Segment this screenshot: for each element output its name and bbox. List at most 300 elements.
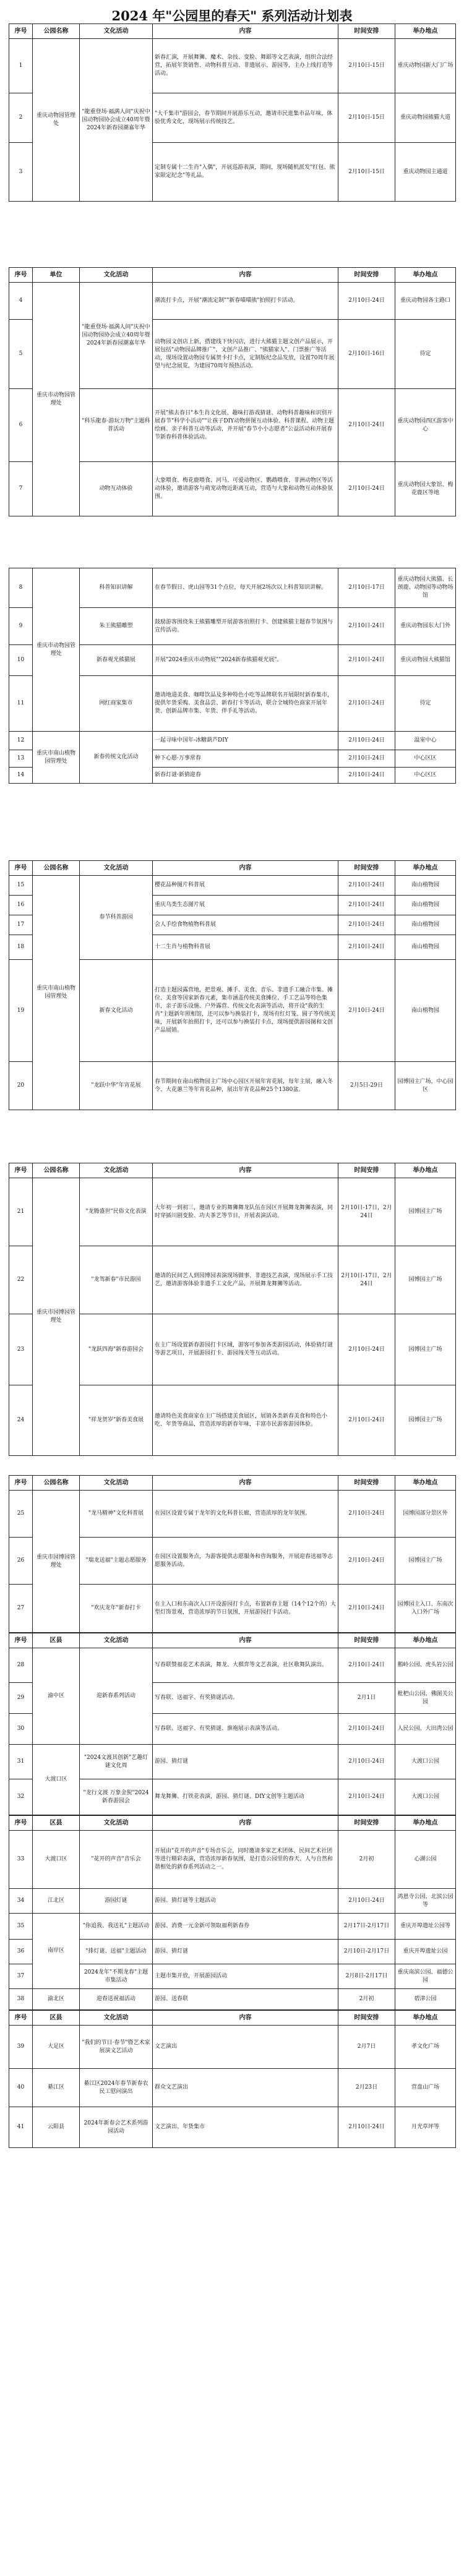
activity-content: 文艺演出 bbox=[153, 2026, 338, 2069]
park-name: 綦江区 bbox=[33, 2069, 80, 2107]
row-number: 3 bbox=[9, 143, 33, 202]
header-row bbox=[9, 1476, 456, 1491]
activity-name: "祥龙贺岁"新春美食展 bbox=[80, 1385, 153, 1456]
venue: 重庆开埠遗址公园等 bbox=[395, 1914, 456, 1940]
venue: 心湖公园 bbox=[395, 1831, 456, 1889]
activity-content: 春节期间在南山植物园主广场中心园区开展年宵花展，每年主展，融入冬令、大花蕙兰等年宵花品种，展出年宵花品种25个1380盆。 bbox=[153, 1062, 338, 1110]
venue: 南山植物园 bbox=[395, 935, 456, 960]
venue: 重庆南滨公园、福德公园 bbox=[395, 1964, 456, 1989]
activity-content: 在主广场设置新春游园打卡区域，游客可参加各类游园活动，体验猜灯谜等游艺项目，开展游园打卡、游园闯关等互动活动。 bbox=[153, 1314, 338, 1385]
activity-content: 群众文艺演出 bbox=[153, 2069, 338, 2107]
row-number: 8 bbox=[9, 568, 33, 608]
venue: 待定 bbox=[395, 676, 456, 732]
activity-name: "龍重登场·福满人间"庆祝中国动物园协会成立40周年暨2024年新春园潮嘉年华 bbox=[80, 39, 153, 202]
activity-content: 写春联赞福花艺术表演，舞龙、大棋弈等文艺表演，社区歌舞队演出。 bbox=[153, 1648, 338, 1683]
column-header: 文化活动 bbox=[80, 2011, 153, 2026]
activity-name: 新春传统文化活动 bbox=[80, 732, 153, 784]
row-number: 31 bbox=[9, 1745, 33, 1779]
venue: 园博园主入口、东南次入口外广场 bbox=[395, 1585, 456, 1633]
column-header: 序号 bbox=[9, 1633, 33, 1648]
activity-name: 2024龙年"不期龙春"主题市集活动 bbox=[80, 1964, 153, 1989]
venue: 南山植物园 bbox=[395, 915, 456, 935]
time-schedule: 2月10日-24日 bbox=[338, 462, 395, 516]
row-number: 6 bbox=[9, 389, 33, 462]
header-row bbox=[9, 1163, 456, 1178]
column-header: 公园名称 bbox=[33, 1163, 80, 1178]
time-schedule: 2月初 bbox=[338, 1831, 395, 1889]
column-header: 文化活动 bbox=[80, 24, 153, 39]
schedule-table bbox=[9, 2010, 455, 2148]
time-schedule: 2月10日-15日 bbox=[338, 93, 395, 143]
column-header: 单位 bbox=[33, 268, 80, 283]
row-number: 40 bbox=[9, 2069, 33, 2107]
activity-name: 科普知识讲解 bbox=[80, 568, 153, 608]
column-header: 时间安排 bbox=[338, 24, 395, 39]
time-schedule: 2月10日-24日 bbox=[338, 732, 395, 750]
column-header: 举办地点 bbox=[395, 1163, 456, 1178]
row-number: 2 bbox=[9, 93, 33, 143]
activity-content: 邀请地道美食、咖啡饮品及多种特色小吃等品牌联名开展限时新春集市，提供年货采购、美食品尝、新春打卡等活动，联合全城特色商家开展年货、创新品牌市集、年货、伴手礼等活动。 bbox=[153, 676, 338, 732]
time-schedule: 2月10日-24日 bbox=[338, 876, 395, 896]
row-number: 9 bbox=[9, 608, 33, 645]
activity-name: "排灯谜、送福"主题活动 bbox=[80, 1940, 153, 1964]
row-number: 39 bbox=[9, 2026, 33, 2069]
time-schedule: 2月10日-24日 bbox=[338, 750, 395, 768]
row-number: 36 bbox=[9, 1940, 33, 1964]
schedule-table bbox=[9, 860, 455, 1110]
time-schedule: 2月1日 bbox=[338, 1683, 395, 1714]
time-schedule: 2月10日-24日 bbox=[338, 1745, 395, 1779]
activity-name: "龙驾新春"市民游园 bbox=[80, 1246, 153, 1314]
activity-content: 新春灯谜·新猜迎春 bbox=[153, 768, 338, 784]
row-number: 15 bbox=[9, 876, 33, 896]
venue: 重庆动物园大熊猫馆 bbox=[395, 645, 456, 676]
column-header: 举办地点 bbox=[395, 861, 456, 876]
activity-content: 游园、送春联 bbox=[153, 1989, 338, 2010]
column-header: 区县 bbox=[33, 1633, 80, 1648]
table-row bbox=[9, 732, 456, 750]
row-number: 30 bbox=[9, 1714, 33, 1745]
activity-table bbox=[9, 568, 456, 784]
venue: 鸿恩寺公园、北滨公园等 bbox=[395, 1889, 456, 1914]
park-name: 大渡口区 bbox=[33, 1745, 80, 1815]
venue: 南山植物园 bbox=[395, 896, 456, 915]
table-row bbox=[9, 283, 456, 320]
activity-name: 动物互动体验 bbox=[80, 462, 153, 516]
activity-table bbox=[9, 1633, 456, 1815]
park-name: 大足区 bbox=[33, 2026, 80, 2069]
row-number: 24 bbox=[9, 1385, 33, 1456]
table-row bbox=[9, 1914, 456, 1940]
row-number: 11 bbox=[9, 676, 33, 732]
row-number: 38 bbox=[9, 1989, 33, 2010]
row-number: 20 bbox=[9, 1062, 33, 1110]
row-number: 25 bbox=[9, 1491, 33, 1538]
activity-content: 十二生肖与植物科普展 bbox=[153, 935, 338, 960]
activity-content: 在春节假日、虎山园等31个点位，每天开展2场次以上科普知识讲解。 bbox=[153, 568, 338, 608]
time-schedule: 2月10日-24日 bbox=[338, 2107, 395, 2148]
schedule-table bbox=[9, 1475, 455, 1633]
activity-content: 种下心愿·万事常春 bbox=[153, 750, 338, 768]
row-number: 28 bbox=[9, 1648, 33, 1683]
table-row bbox=[9, 2069, 456, 2107]
table-row bbox=[9, 1889, 456, 1914]
activity-content: 开展"熊去春日"本生肖文化展、趣味打游戏猜谜、动物科普趣味和识别开展春节"科学小活动""让孩子DIY动物拼图互动体验、科普课程、动物主题绘画、亲子科普互动等活动，并开展"春节小小志愿者"公益活动和开展春节新春科普体验活动。 bbox=[153, 389, 338, 462]
activity-name: "瑞龙送福"主题志愿服务 bbox=[80, 1538, 153, 1585]
table-row bbox=[9, 2107, 456, 2148]
page-title: 2024 年"公园里的春天" 系列活动计划表 bbox=[111, 8, 353, 24]
column-header: 时间安排 bbox=[338, 268, 395, 283]
activity-content: 定制专属十二生肖"入偶"，开展巡游表演，期间，现场随机派发"红包、熊家限定纪念"等礼品。 bbox=[153, 143, 338, 202]
time-schedule: 2月8日-2月17日 bbox=[338, 1964, 395, 1989]
activity-name: "龙行文渡 万象金猊"2024新春游园会 bbox=[80, 1779, 153, 1815]
column-header: 序号 bbox=[9, 1476, 33, 1491]
activity-table bbox=[9, 267, 456, 516]
activity-name: 春节科普游园 bbox=[80, 876, 153, 960]
activity-name: 迎新春系列活动 bbox=[80, 1648, 153, 1745]
venue: 园博园主广场 bbox=[395, 1538, 456, 1585]
header-row bbox=[9, 861, 456, 876]
park-name: 渝北区 bbox=[33, 1989, 80, 2010]
activity-name: 网红商家集市 bbox=[80, 676, 153, 732]
column-header: 内容 bbox=[153, 2011, 338, 2026]
column-header: 区县 bbox=[33, 2011, 80, 2026]
column-header: 举办地点 bbox=[395, 1633, 456, 1648]
column-header: 区县 bbox=[33, 1816, 80, 1831]
time-schedule: 2月10日-24日 bbox=[338, 768, 395, 784]
row-number: 37 bbox=[9, 1964, 33, 1989]
row-number: 17 bbox=[9, 915, 33, 935]
venue: 重庆动物园大熊猫、长颈鹿、动物园等动物场馆 bbox=[395, 568, 456, 608]
venue: 园博园部分景区外 bbox=[395, 1491, 456, 1538]
park-name: 重庆市动物园管理处 bbox=[33, 283, 80, 516]
table-row bbox=[9, 39, 456, 93]
activity-name: 綦江区2024年春节新春农民工慰问演出 bbox=[80, 2069, 153, 2107]
schedule-table bbox=[9, 1815, 455, 2010]
column-header: 序号 bbox=[9, 2011, 33, 2026]
activity-content: "大千集市"游园会，春节期间开展游乐互动，邀请市民逛集市品年味，体验优秀文化，现场展示传统技艺。 bbox=[153, 93, 338, 143]
venue: 枇杷山公园、佛图关公园 bbox=[395, 1683, 456, 1714]
row-number: 12 bbox=[9, 732, 33, 750]
table-row bbox=[9, 876, 456, 896]
activity-table bbox=[9, 860, 456, 1110]
time-schedule: 2月10日-17日 bbox=[338, 568, 395, 608]
activity-table bbox=[9, 1163, 456, 1456]
venue: 重庆动物园主通道 bbox=[395, 143, 456, 202]
time-schedule: 2月10日-2月17日 bbox=[338, 1940, 395, 1964]
activity-name: "龙跃四海"新春游园会 bbox=[80, 1314, 153, 1385]
column-header: 文化活动 bbox=[80, 1816, 153, 1831]
time-schedule: 2月10日-24日 bbox=[338, 935, 395, 960]
column-header: 内容 bbox=[153, 1163, 338, 1178]
time-schedule: 2月10日-24日 bbox=[338, 1491, 395, 1538]
column-header: 文化活动 bbox=[80, 1163, 153, 1178]
activity-content: 邀请的民间艺人到园博园表演现场做事、非遗技艺表演，现场展示手工技艺，邀请游客体验非遗手工文化产品，开展舞龙舞狮等活动。 bbox=[153, 1246, 338, 1314]
venue: 温室中心 bbox=[395, 732, 456, 750]
header-row bbox=[9, 2011, 456, 2026]
activity-name: 迎春送祝福活动 bbox=[80, 1989, 153, 2010]
schedule-table bbox=[9, 1633, 455, 1815]
time-schedule: 2月10日-24日 bbox=[338, 896, 395, 915]
column-header: 文化活动 bbox=[80, 1633, 153, 1648]
activity-content: 大象喂食、梅花鹿喂食、河马、可爱动物区、鹦鹉喂食、非洲动物区等活动体验，邀请游客与萌宠动物近距离互动，营造与大象和动物互动体验氛围。 bbox=[153, 462, 338, 516]
time-schedule: 2月10日-24日 bbox=[338, 960, 395, 1062]
park-name: 重庆市南山植物园管理处 bbox=[33, 732, 80, 784]
row-number: 41 bbox=[9, 2107, 33, 2148]
venue: 园博园主广场 bbox=[395, 1314, 456, 1385]
column-header: 文化活动 bbox=[80, 861, 153, 876]
column-header: 时间安排 bbox=[338, 861, 395, 876]
time-schedule: 2月10日-24日 bbox=[338, 389, 395, 462]
header-row bbox=[9, 24, 456, 39]
activity-content: 新春汇演，开展舞狮、魔术、杂技、变脸、舞蹈等文艺表演，组织合法经营，拓展年货销售、动物科普互动、非遗展示、游园等，主办上线打造等活动。 bbox=[153, 39, 338, 93]
venue: 重庆动物园各主路口 bbox=[395, 283, 456, 320]
row-number: 35 bbox=[9, 1914, 33, 1940]
row-number: 10 bbox=[9, 645, 33, 676]
table-row bbox=[9, 1178, 456, 1246]
activity-table bbox=[9, 1815, 456, 2010]
row-number: 7 bbox=[9, 462, 33, 516]
venue: 碧津公园 bbox=[395, 1989, 456, 2010]
activity-name: "龙马精神"文化科普展 bbox=[80, 1491, 153, 1538]
time-schedule: 2月10日-24日 bbox=[338, 283, 395, 320]
activity-content: 开展"2024重庆市动物展""2024新春熊猫观光展"。 bbox=[153, 645, 338, 676]
venue: 南山植物园 bbox=[395, 876, 456, 896]
time-schedule: 2月10日-16日 bbox=[338, 320, 395, 389]
row-number: 27 bbox=[9, 1585, 33, 1633]
park-name: 南岸区 bbox=[33, 1914, 80, 1989]
activity-content: 樱花品种图片科普展 bbox=[153, 876, 338, 896]
schedule-table bbox=[9, 24, 455, 202]
venue: 园博园主广场，中心园区 bbox=[395, 1062, 456, 1110]
activity-name: 新春文化活动 bbox=[80, 960, 153, 1062]
column-header: 内容 bbox=[153, 268, 338, 283]
header-row bbox=[9, 1816, 456, 1831]
table-row bbox=[9, 1989, 456, 2010]
activity-content: 在园区设置服务点，为游客提供志愿服务和咨询服务，开展迎春送福等志愿服务活动。 bbox=[153, 1538, 338, 1585]
venue: 重庆动物园新大门广场 bbox=[395, 39, 456, 93]
row-number: 21 bbox=[9, 1178, 33, 1246]
park-name: 重庆动物园管理处 bbox=[33, 39, 80, 202]
table-row bbox=[9, 568, 456, 608]
row-number: 5 bbox=[9, 320, 33, 389]
column-header: 公园名称 bbox=[33, 1476, 80, 1491]
activity-name: "欢庆龙年"新春打卡 bbox=[80, 1585, 153, 1633]
table-row bbox=[9, 1831, 456, 1889]
time-schedule: 2月10日-24日 bbox=[338, 676, 395, 732]
venue: 中心区区 bbox=[395, 750, 456, 768]
row-number: 1 bbox=[9, 39, 33, 93]
column-header: 序号 bbox=[9, 861, 33, 876]
activity-content: 打造主题园露营地，把景观、摊手、美食、音乐、非遗手工融合市集、摊位、美食等国家新春元素，集市涵盖传统美食摊位、手工艺品等特色集市，亲子游乐设施、户外露营、传统文化表演等活动，将开设"我的生肖"主题新年照相馆，还可以参与换装打卡，现场有红灯笼、圆子等传统美味，开展新年拍照打卡，还可以参与换装打卡点，现场提供游园图和文创产品展销。 bbox=[153, 960, 338, 1062]
activity-content: 会人手绘食物植物科普展 bbox=[153, 915, 338, 935]
activity-content: 主题市集开放，开展游园活动 bbox=[153, 1964, 338, 1989]
venue: 重庆动物园东大门外 bbox=[395, 608, 456, 645]
table-row bbox=[9, 1648, 456, 1683]
activity-content: 大年初一到初三，邀请专业的舞狮舞龙队伍在园区开展舞龙舞狮表演，同时穿插川剧变脸、功夫茶艺等节目，开展表演活动。 bbox=[153, 1178, 338, 1246]
park-name: 大渡口区 bbox=[33, 1831, 80, 1889]
activity-name: "科乐龍春·游玩万物"主题科普活动 bbox=[80, 389, 153, 462]
row-number: 23 bbox=[9, 1314, 33, 1385]
column-header: 举办地点 bbox=[395, 268, 456, 283]
activity-table bbox=[9, 1475, 456, 1633]
venue: 重庆开埠遗址公园 bbox=[395, 1940, 456, 1964]
time-schedule: 2月10日-24日 bbox=[338, 1385, 395, 1456]
column-header: 时间安排 bbox=[338, 1816, 395, 1831]
activity-name: "龙腾盛世"民俗文化表演 bbox=[80, 1178, 153, 1246]
time-schedule: 2月10日-24日 bbox=[338, 1314, 395, 1385]
time-schedule: 2月17日-2月17日 bbox=[338, 1914, 395, 1940]
time-schedule: 2月10日-24日 bbox=[338, 1889, 395, 1914]
venue: 营盘山广场 bbox=[395, 2069, 456, 2107]
column-header: 内容 bbox=[153, 1633, 338, 1648]
activity-content: 在园区设置专属于龙年的文化科普长廊，营造浓厚的龙年氛围。 bbox=[153, 1491, 338, 1538]
time-schedule: 2月10日-24日 bbox=[338, 1714, 395, 1745]
activity-content: 舞龙舞狮、打铁花表演，游园、猜灯谜、DIY文创等主题活动 bbox=[153, 1779, 338, 1815]
time-schedule: 2月初 bbox=[338, 1989, 395, 2010]
park-name: 重庆市园博园管理处 bbox=[33, 1491, 80, 1633]
activity-content: 一起寻味中国年-冰糖葫芦DIY bbox=[153, 732, 338, 750]
venue: 待定 bbox=[395, 320, 456, 389]
time-schedule: 2月10日-24日 bbox=[338, 1779, 395, 1815]
activity-content: 游园、猜灯谜 bbox=[153, 1745, 338, 1779]
park-name: 云阳县 bbox=[33, 2107, 80, 2148]
activity-content: 游园、猜灯谜 bbox=[153, 1940, 338, 1964]
time-schedule: 2月10日-24日 bbox=[338, 645, 395, 676]
activity-content: 开展由"花开的声音"专场音乐会，同时邀请多家艺术团体、民间艺术社团等进行精彩表演，营造浓厚新春氛围，是打造公园里的春天、人与自然和谐相处的新春系列活动之一。 bbox=[153, 1831, 338, 1889]
activity-table bbox=[9, 24, 456, 202]
time-schedule: 2月10日-24日 bbox=[338, 1648, 395, 1683]
activity-content: 游园、消费一元金新可领取福利新春券 bbox=[153, 1914, 338, 1940]
time-schedule: 2月10日-24日 bbox=[338, 1585, 395, 1633]
row-number: 4 bbox=[9, 283, 33, 320]
column-header: 内容 bbox=[153, 24, 338, 39]
table-row bbox=[9, 1491, 456, 1538]
column-header: 时间安排 bbox=[338, 2011, 395, 2026]
time-schedule: 2月10日-15日 bbox=[338, 39, 395, 93]
column-header: 序号 bbox=[9, 268, 33, 283]
row-number: 13 bbox=[9, 750, 33, 768]
column-header: 公园名称 bbox=[33, 24, 80, 39]
activity-name: "龍重登场·福满人间"庆祝中国动物园协会成立40周年暨2024年新春园潮嘉年华 bbox=[80, 283, 153, 389]
column-header: 内容 bbox=[153, 1476, 338, 1491]
activity-content: 鼓励游客围绕朱王熊猫雕塑开展游客拍照打卡、创建熊猫主题春节氛围与宣传活动。 bbox=[153, 608, 338, 645]
time-schedule: 2月10日-17日，2月24日 bbox=[338, 1246, 395, 1314]
row-number: 18 bbox=[9, 935, 33, 960]
venue: 园博园主广场 bbox=[395, 1246, 456, 1314]
column-header: 举办地点 bbox=[395, 24, 456, 39]
column-header: 举办地点 bbox=[395, 1476, 456, 1491]
venue: 大渡口公园 bbox=[395, 1745, 456, 1779]
venue: 重庆动物园熊猫大道 bbox=[395, 93, 456, 143]
venue: 重庆动物园西区游客中心 bbox=[395, 389, 456, 462]
header-row bbox=[9, 268, 456, 283]
time-schedule: 2月23日 bbox=[338, 2069, 395, 2107]
activity-content: 动物园文创店上新，搭建线下快闪店，进行大熊猫主题文创产品展示，开展包括"动物园品牌推广"、文创产品推广、"熊猫家人"、门票推广等活动，现场设置动物园专属贺卡打卡点，定制版纪念品发放，设置70周年展望与纪念展览，为建园70周年预热活动。 bbox=[153, 320, 338, 389]
venue: 南山植物园 bbox=[395, 960, 456, 1062]
activity-content: 写春联、送福字、有奖猜谜活动。 bbox=[153, 1683, 338, 1714]
time-schedule: 2月5日-29日 bbox=[338, 1062, 395, 1110]
activity-content: 写春联、送福字、有奖猜谜、旗袍展示表演等活动。 bbox=[153, 1714, 338, 1745]
row-number: 16 bbox=[9, 896, 33, 915]
column-header: 文化活动 bbox=[80, 268, 153, 283]
row-number: 26 bbox=[9, 1538, 33, 1585]
venue: 鹅岭公园、虎头岩公园 bbox=[395, 1648, 456, 1683]
time-schedule: 2月7日 bbox=[338, 2026, 395, 2069]
activity-name: "我们的节日·春节"暨艺术家展演文艺活动 bbox=[80, 2026, 153, 2069]
activity-content: 游园、猜灯谜等主题活动 bbox=[153, 1889, 338, 1914]
time-schedule: 2月10日-24日 bbox=[338, 1538, 395, 1585]
activity-content: 邀请特色美食商家在主广场搭建美食展区，展销各类新春美食和特色小吃、年货等商品，营造浓厚的新春年味，丰富市民游客游园体验。 bbox=[153, 1385, 338, 1456]
column-header: 序号 bbox=[9, 1816, 33, 1831]
park-name: 江北区 bbox=[33, 1889, 80, 1914]
row-number: 29 bbox=[9, 1683, 33, 1714]
time-schedule: 2月10日-24日 bbox=[338, 608, 395, 645]
park-name: 重庆市园博园管理处 bbox=[33, 1178, 80, 1456]
column-header: 时间安排 bbox=[338, 1633, 395, 1648]
activity-name: 朱王熊猫雕塑 bbox=[80, 608, 153, 645]
header-row bbox=[9, 1633, 456, 1648]
activity-content: 文艺演出、年货集市 bbox=[153, 2107, 338, 2148]
activity-table bbox=[9, 2010, 456, 2148]
venue: 人民公园、大田湾公园 bbox=[395, 1714, 456, 1745]
park-name: 重庆市动物园管理处 bbox=[33, 568, 80, 732]
park-name: 重庆市南山植物园管理处 bbox=[33, 876, 80, 1110]
activity-name: 游园灯谜 bbox=[80, 1889, 153, 1914]
venue: 重庆动物园大象馆、梅花鹿区等地 bbox=[395, 462, 456, 516]
column-header: 公园名称 bbox=[33, 861, 80, 876]
venue: 中心区区 bbox=[395, 768, 456, 784]
schedule-table bbox=[9, 267, 455, 516]
activity-name: 2024年新春会艺术系列游园活动 bbox=[80, 2107, 153, 2148]
column-header: 内容 bbox=[153, 861, 338, 876]
activity-name: "你追我、我送礼"主题活动 bbox=[80, 1914, 153, 1940]
row-number: 19 bbox=[9, 960, 33, 1062]
column-header: 内容 bbox=[153, 1816, 338, 1831]
venue: 园博园主广场 bbox=[395, 1178, 456, 1246]
activity-name: 新春观光熊猫展 bbox=[80, 645, 153, 676]
column-header: 序号 bbox=[9, 1163, 33, 1178]
venue: 月光草坪等 bbox=[395, 2107, 456, 2148]
activity-content: 重庆乌类生态图片展 bbox=[153, 896, 338, 915]
time-schedule: 2月10日-15日 bbox=[338, 143, 395, 202]
schedule-table bbox=[9, 568, 455, 784]
row-number: 14 bbox=[9, 768, 33, 784]
row-number: 34 bbox=[9, 1889, 33, 1914]
park-name: 渝中区 bbox=[33, 1648, 80, 1745]
venue: 大渡口公园 bbox=[395, 1779, 456, 1815]
table-row bbox=[9, 1745, 456, 1779]
venue: 园博园主广场 bbox=[395, 1385, 456, 1456]
activity-name: "2024文渡其创新"艺趣灯谜文化周 bbox=[80, 1745, 153, 1779]
column-header: 举办地点 bbox=[395, 2011, 456, 2026]
row-number: 33 bbox=[9, 1831, 33, 1889]
column-header: 时间安排 bbox=[338, 1163, 395, 1178]
column-header: 文化活动 bbox=[80, 1476, 153, 1491]
table-row bbox=[9, 2026, 456, 2069]
schedule-table bbox=[9, 1163, 455, 1456]
column-header: 举办地点 bbox=[395, 1816, 456, 1831]
time-schedule: 2月10日-24日 bbox=[338, 915, 395, 935]
column-header: 序号 bbox=[9, 24, 33, 39]
activity-name: "龙跃中华"年宵花展 bbox=[80, 1062, 153, 1110]
column-header: 时间安排 bbox=[338, 1476, 395, 1491]
activity-content: 在主入口和东南次入口开设游园打卡点，布置新春主题（14个12个的）大型灯饰景观，营造浓厚的节日氛围，开展游园打卡活动。 bbox=[153, 1585, 338, 1633]
activity-name: "花开的声音"音乐会 bbox=[80, 1831, 153, 1889]
venue: 孝文化广场 bbox=[395, 2026, 456, 2069]
row-number: 22 bbox=[9, 1246, 33, 1314]
activity-content: 潮流打卡点，开展"潮流定制""新春喵喵熊"拍照打卡活动。 bbox=[153, 283, 338, 320]
